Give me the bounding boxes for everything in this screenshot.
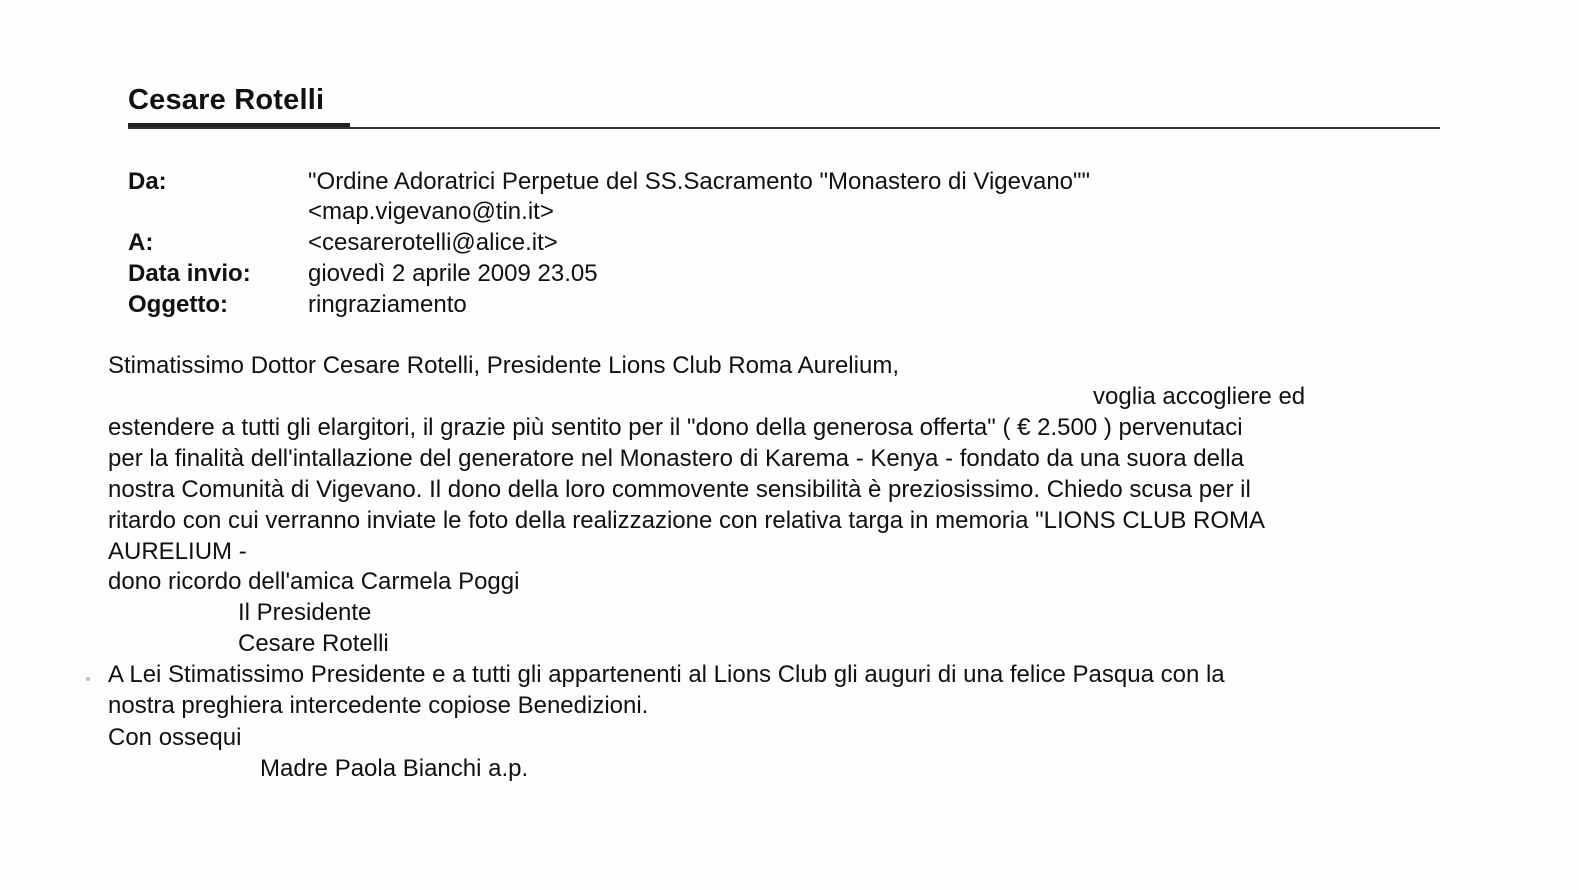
date-label: Data invio: [128, 260, 251, 287]
body-line: Stimatissimo Dottor Cesare Rotelli, Presidente Lions Club Roma Aurelium, [108, 352, 899, 379]
sender-name-heading: Cesare Rotelli [128, 84, 325, 116]
body-line: nostra Comunità di Vigevano. Il dono della loro commovente sensibilità è preziosissimo. Chiedo scusa per il [108, 476, 1251, 503]
body-line: dono ricordo dell'amica Carmela Poggi [108, 568, 520, 595]
body-line: AURELIUM - [108, 538, 247, 565]
date-value: giovedì 2 aprile 2009 23.05 [308, 260, 598, 287]
header-divider [128, 127, 1440, 129]
body-line: per la finalità dell'intallazione del generatore nel Monastero di Karema - Kenya - fondato da una suora della [108, 445, 1244, 472]
from-address: <map.vigevano@tin.it> [308, 198, 554, 225]
body-line: nostra preghiera intercedente copiose Benedizioni. [108, 692, 649, 719]
to-label: A: [128, 229, 154, 256]
scan-speck [86, 677, 90, 681]
from-label: Da: [128, 168, 167, 195]
body-line: Con ossequi [108, 724, 242, 751]
body-line: Il Presidente [238, 599, 372, 626]
subject-label: Oggetto: [128, 291, 228, 318]
body-line: estendere a tutti gli elargitori, il grazie più sentito per il "dono della generosa offerta" ( € 2.500 ) pervenutaci [108, 414, 1243, 441]
body-line: ritardo con cui verranno inviate le foto della realizzazione con relativa targa in memoria "LIONS CLUB ROMA [108, 507, 1266, 534]
signature-line: Madre Paola Bianchi a.p. [260, 755, 529, 782]
to-value: <cesarerotelli@alice.it> [308, 229, 558, 256]
subject-value: ringraziamento [308, 291, 467, 318]
from-value: "Ordine Adoratrici Perpetue del SS.Sacramento "Monastero di Vigevano"" [308, 168, 1091, 195]
body-line: Cesare Rotelli [238, 630, 389, 657]
body-line: A Lei Stimatissimo Presidente e a tutti gli appartenenti al Lions Club gli auguri di una felice Pasqua con la [108, 661, 1225, 688]
body-line: voglia accogliere ed [1093, 383, 1306, 410]
